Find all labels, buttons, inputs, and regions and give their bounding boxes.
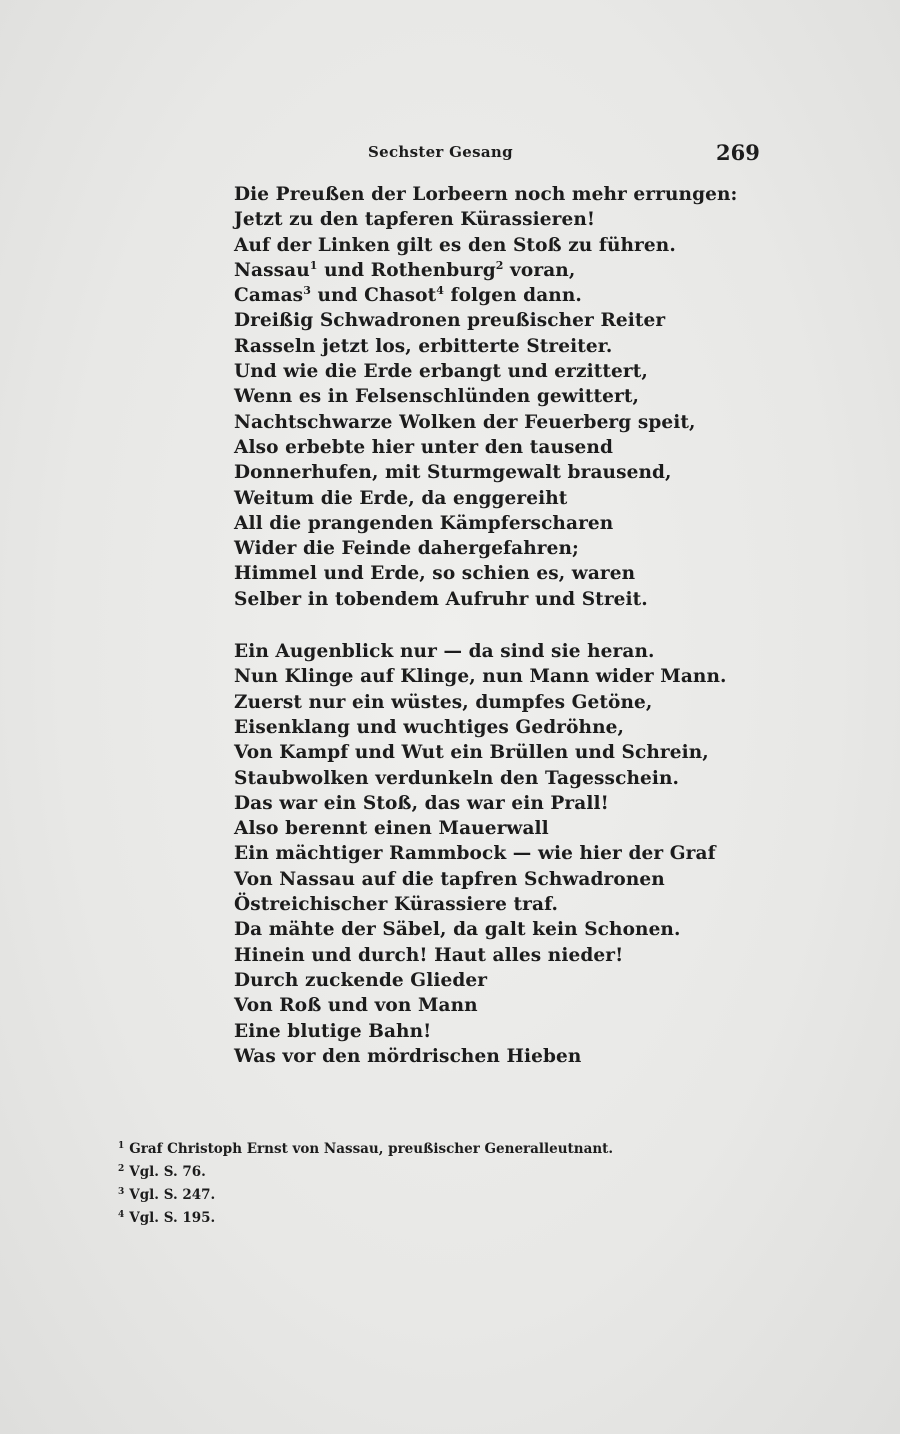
verse-text: folgen dann. — [444, 285, 582, 307]
verse-text: und Chasot — [310, 285, 437, 307]
footnote-number: 3 — [118, 1187, 125, 1197]
footnote-text: Vgl. S. 195. — [129, 1210, 216, 1226]
verse-line: Von Nassau auf die tapfren Schwadronen — [234, 868, 665, 890]
verse-line: Donnerhufen, mit Sturmgewalt brausend, — [234, 462, 672, 484]
verse-line: Nachtschwarze Wolken der Feuerberg speit, — [234, 411, 696, 433]
verse-line: Weitum die Erde, da enggereiht — [234, 487, 568, 509]
stanza-break — [234, 612, 654, 639]
footnote — [118, 1204, 758, 1227]
verse-line: Zuerst nur ein wüstes, dumpfes Getöne, — [234, 691, 653, 713]
page-number: 269 — [716, 140, 760, 165]
verse-line: All die prangenden Kämpferscharen — [234, 512, 614, 534]
poem-text — [234, 182, 738, 1069]
footnote-number: 4 — [118, 1210, 125, 1220]
verse-text: und Rothenburg — [317, 259, 496, 281]
verse-line: Dreißig Schwadronen preußischer Reiter — [234, 310, 666, 332]
verse-line: Die Preußen der Lorbeern noch mehr errungen: — [234, 184, 738, 205]
verse-line: Jetzt zu den tapferen Kürassieren! — [234, 209, 596, 231]
verse-line: Rasseln jetzt los, erbitterte Streiter. — [234, 335, 613, 357]
verse-line: Da mähte der Säbel, da galt kein Schonen. — [234, 919, 681, 941]
footnote — [118, 1181, 758, 1204]
verse-line: Ein mächtiger Rammbock — wie hier der Graf — [234, 843, 716, 865]
verse-line: Himmel und Erde, so schien es, waren — [234, 563, 636, 585]
running-head: Sechster Gesang — [368, 143, 513, 161]
verse-line: Wenn es in Felsenschlünden gewittert, — [234, 386, 640, 408]
verse-line: Eisenklang und wuchtiges Gedröhne, — [234, 716, 625, 738]
verse-line: Ein Augenblick nur — da sind sie heran. — [234, 641, 655, 663]
verse-line: Und wie die Erde erbangt und erzittert, — [234, 361, 648, 383]
footnote-text: Vgl. S. 76. — [129, 1164, 206, 1180]
verse-line: Wider die Feinde dahergefahren; — [234, 538, 579, 560]
verse-text: Camas — [234, 285, 304, 307]
verse-text: Nassau — [234, 259, 310, 281]
footnote — [118, 1135, 758, 1158]
footnote-number: 2 — [118, 1164, 125, 1174]
verse-line: Eine blutige Bahn! — [234, 1020, 432, 1042]
verse-line: Von Kampf und Wut ein Brüllen und Schrein, — [234, 742, 709, 764]
verse-line: Hinein und durch! Haut alles nieder! — [234, 944, 624, 966]
verse-line: Östreichischer Kürassiere traf. — [234, 894, 559, 916]
verse-text: voran, — [503, 259, 576, 281]
stanza-1 — [234, 182, 738, 612]
verse-line: Von Roß und von Mann — [234, 995, 478, 1017]
footnote-number: 1 — [118, 1141, 125, 1151]
verse-line: Auf der Linken gilt es den Stoß zu führen. — [234, 234, 676, 256]
footnote-reference: 2 — [495, 258, 504, 272]
footnotes — [118, 1135, 758, 1227]
footnote — [118, 1158, 758, 1181]
verse-line: Also berennt einen Mauerwall — [234, 818, 549, 840]
verse-line — [234, 283, 654, 308]
verse-line: Staubwolken verdunkeln den Tagesschein. — [234, 767, 680, 789]
verse-line: Also erbebte hier unter den tausend — [234, 436, 613, 458]
verse-line: Was vor den mördrischen Hieben — [234, 1045, 582, 1067]
stanza-2 — [234, 639, 727, 1069]
verse-line — [234, 258, 654, 283]
footnote-reference: 3 — [303, 284, 311, 298]
footnote-text: Vgl. S. 247. — [129, 1187, 216, 1203]
footnote-reference: 1 — [309, 258, 318, 272]
footnote-text: Graf Christoph Ernst von Nassau, preußischer Generalleutnant. — [129, 1141, 614, 1157]
verse-line: Selber in tobendem Aufruhr und Streit. — [234, 588, 648, 610]
verse-line: Nun Klinge auf Klinge, nun Mann wider Mann. — [234, 666, 727, 688]
verse-line: Das war ein Stoß, das war ein Prall! — [234, 792, 609, 814]
footnote-reference: 4 — [436, 284, 445, 298]
verse-line: Durch zuckende Glieder — [234, 969, 488, 991]
